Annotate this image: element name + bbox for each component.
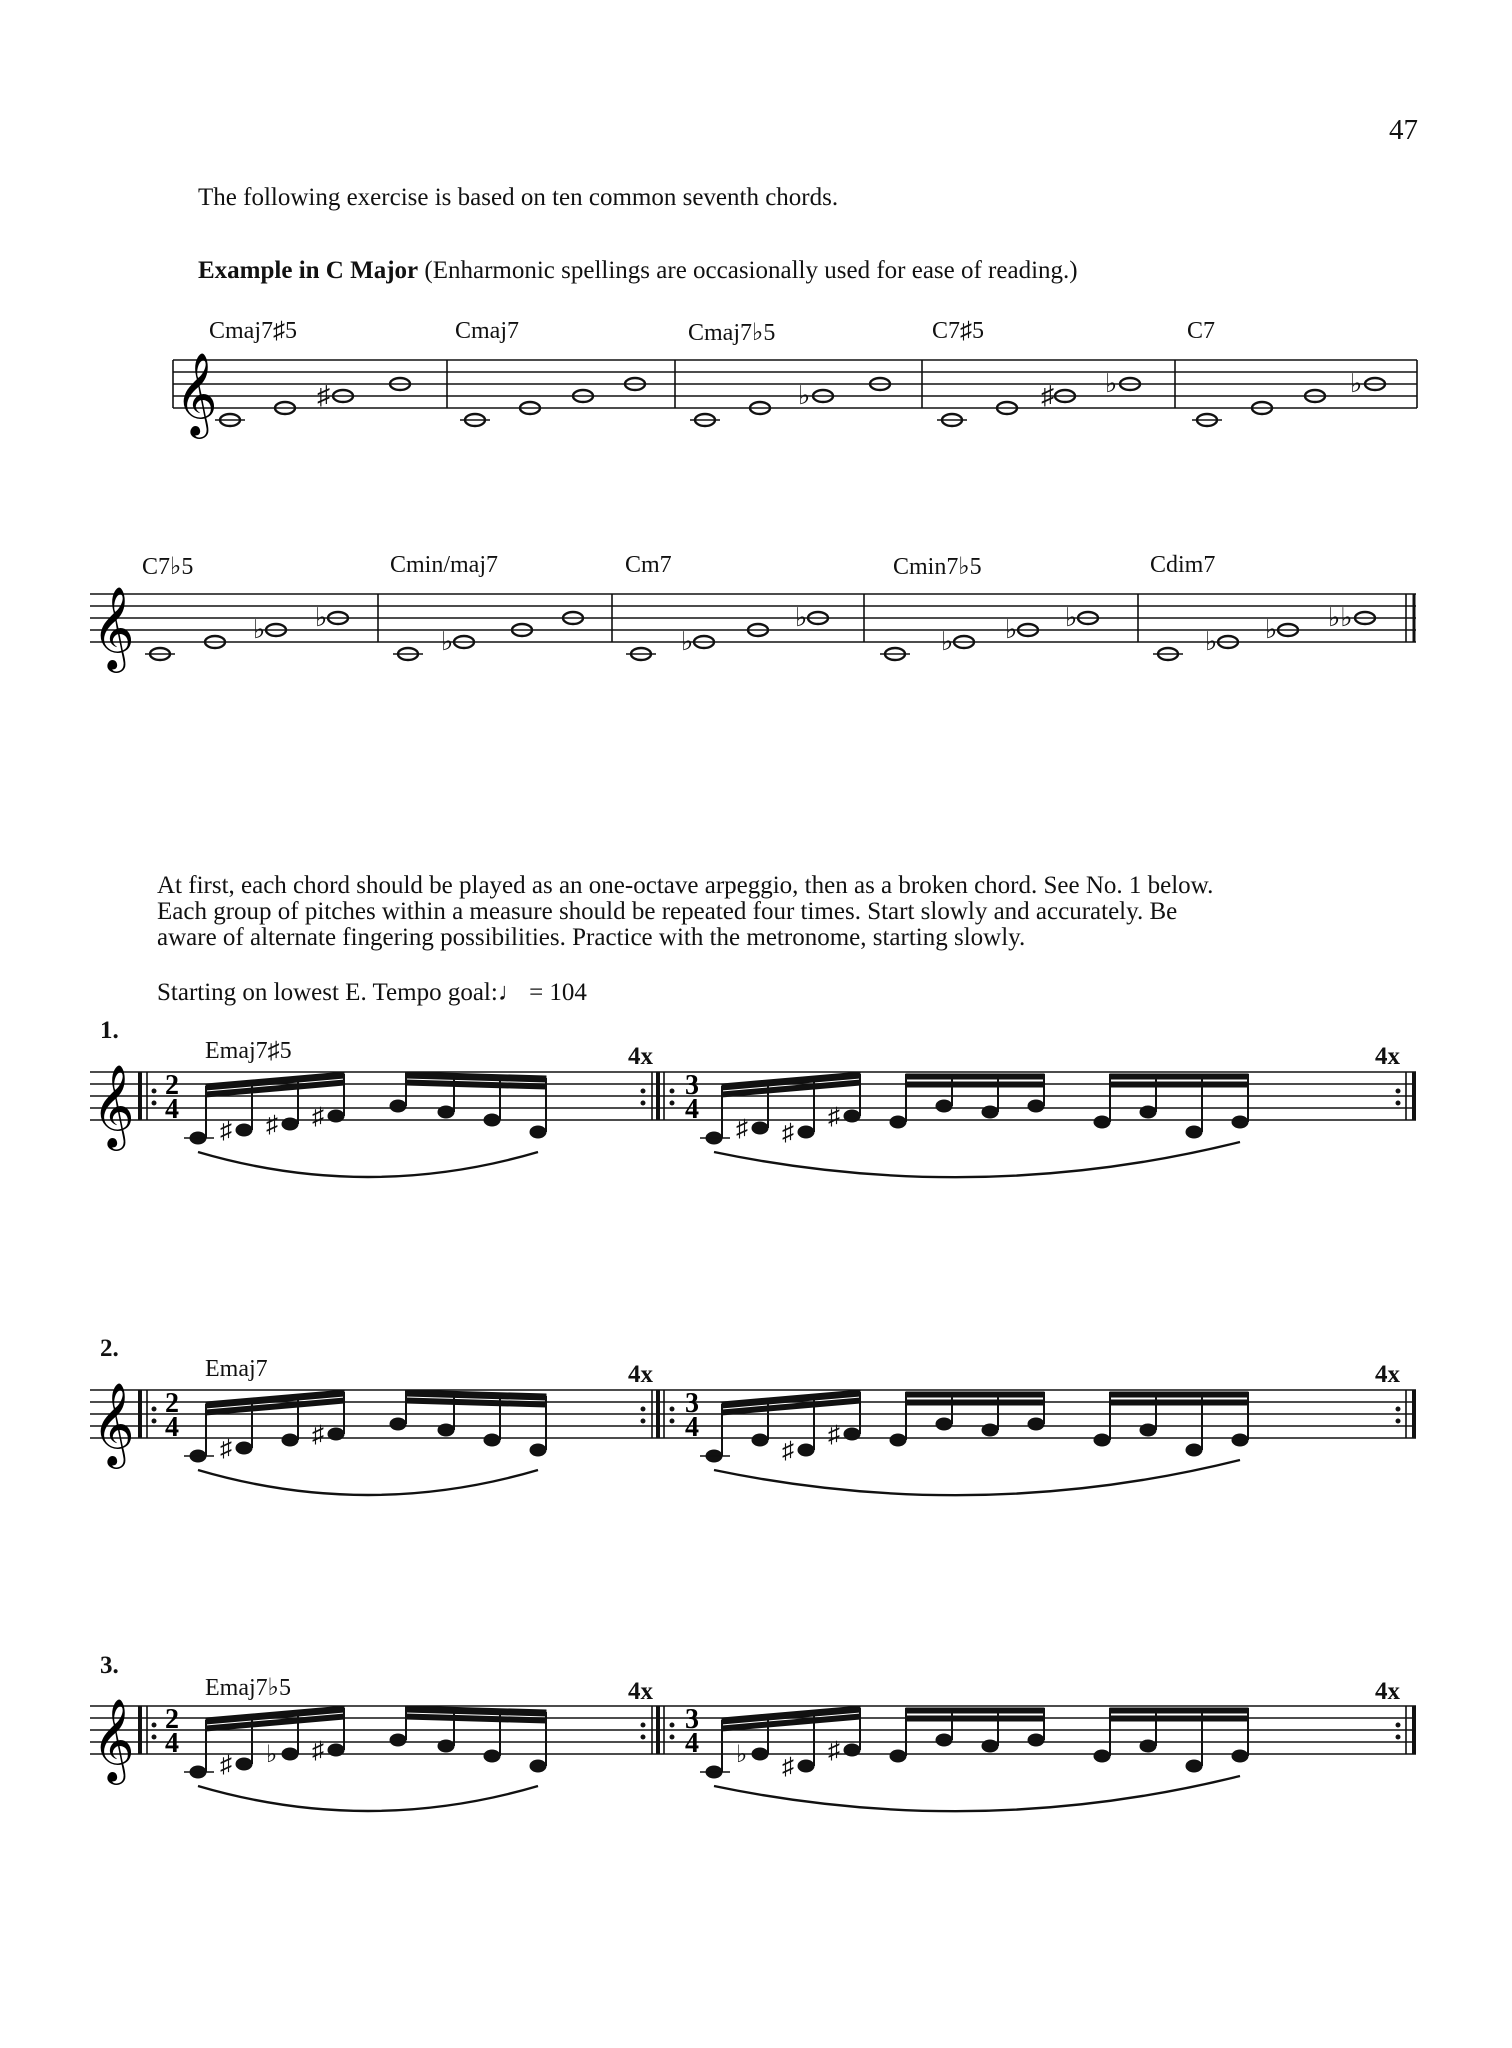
sharp-icon: ♯ [1041, 381, 1054, 410]
treble-clef-icon: 𝄞 [92, 1700, 135, 1780]
chord-name: Cmaj7♯5 [209, 318, 297, 344]
sharp-icon: ♯ [736, 1116, 748, 1142]
instruction-line: aware of alternate fingering possibilities. Practice with the metronome, starting slowly. [157, 924, 1026, 951]
sharp-icon: ♯ [782, 1120, 794, 1146]
sharp-icon: ♯ [782, 1754, 794, 1780]
flat-icon: ♭ [1105, 369, 1118, 398]
flat-icon: ♭ [266, 1742, 278, 1768]
slur [198, 1470, 538, 1495]
time-signature-top: 3 [685, 1704, 699, 1735]
sharp-icon: ♯ [220, 1118, 232, 1144]
repeat-count: 4x [628, 1678, 653, 1705]
instruction-line: At first, each chord should be played as an one-octave arpeggio, then as a broken chord. See No. 1 below. [157, 872, 1214, 899]
time-signature-bottom: 4 [165, 1094, 179, 1125]
sharp-icon: ♯ [317, 381, 330, 410]
slur [714, 1142, 1240, 1177]
sharp-icon: ♯ [312, 1422, 324, 1448]
flat-icon: ♭ [795, 603, 808, 632]
flat-icon: ♭ [941, 627, 954, 656]
chord-name: Cmaj7 [455, 318, 519, 344]
flat-icon: ♭ [253, 615, 266, 644]
quarter-note-icon: ♩ [497, 979, 523, 1006]
chord-name: C7 [1187, 318, 1216, 344]
treble-clef-icon: 𝄞 [175, 354, 218, 434]
chord-name: Cm7 [625, 552, 672, 578]
time-signature-top: 2 [165, 1070, 179, 1101]
sharp-icon: ♯ [220, 1752, 232, 1778]
time-signature-top: 3 [685, 1070, 699, 1101]
sharp-icon: ♯ [828, 1422, 840, 1448]
repeat-count: 4x [1375, 1678, 1400, 1705]
repeat-count: 4x [628, 1361, 653, 1388]
flat-icon: ♭ [315, 603, 328, 632]
sharp-icon: ♯ [312, 1104, 324, 1130]
example-heading-bold: Example in C Major [198, 257, 419, 284]
intro-text: The following exercise is based on ten common seventh chords. [198, 184, 839, 211]
flat-icon: ♭ [441, 627, 454, 656]
chord-name: C7♯5 [932, 318, 985, 344]
time-signature-top: 2 [165, 1704, 179, 1735]
slur [198, 1152, 538, 1177]
chord-staff-1 [155, 354, 1430, 450]
time-signature-top: 2 [165, 1388, 179, 1419]
treble-clef-icon: 𝄞 [92, 1384, 135, 1464]
slur [714, 1776, 1240, 1811]
exercise-staff-3 [88, 1700, 1428, 1836]
slur [198, 1786, 538, 1811]
repeat-count: 4x [1375, 1043, 1400, 1070]
chord-name: C7♭5 [142, 554, 194, 580]
page-number: 47 [1389, 114, 1418, 146]
repeat-count: 4x [628, 1043, 653, 1070]
chord-name: Cmin/maj7 [390, 552, 498, 578]
double-flat-icon: ♭♭ [1328, 603, 1353, 632]
exercise-number: 2. [100, 1335, 119, 1362]
chord-name: Cmaj7♭5 [688, 320, 776, 346]
flat-icon: ♭ [681, 627, 694, 656]
flat-icon: ♭ [1065, 603, 1078, 632]
chord-staff-2 [88, 588, 1428, 684]
time-signature-bottom: 4 [685, 1094, 699, 1125]
sharp-icon: ♯ [828, 1104, 840, 1130]
exercise-staff-1 [88, 1066, 1428, 1202]
sharp-icon: ♯ [782, 1438, 794, 1464]
slur [714, 1460, 1240, 1495]
exercise-number: 3. [100, 1652, 119, 1679]
repeat-count: 4x [1375, 1361, 1400, 1388]
exercise-chord: Emaj7♭5 [205, 1675, 291, 1701]
flat-icon: ♭ [1205, 627, 1218, 656]
chord-name: Cdim7 [1150, 552, 1216, 578]
tempo-line [157, 980, 587, 1005]
time-signature-bottom: 4 [685, 1728, 699, 1759]
flat-icon: ♭ [736, 1742, 748, 1768]
example-heading [198, 258, 1078, 283]
treble-clef-icon: 𝄞 [92, 1066, 135, 1146]
flat-icon: ♭ [1005, 615, 1018, 644]
time-signature-bottom: 4 [165, 1728, 179, 1759]
treble-clef-icon: 𝄞 [92, 588, 135, 668]
sharp-icon: ♯ [220, 1436, 232, 1462]
sharp-icon: ♯ [312, 1738, 324, 1764]
exercise-chord: Emaj7 [205, 1356, 268, 1382]
time-signature-top: 3 [685, 1388, 699, 1419]
instruction-line: Each group of pitches within a measure should be repeated four times. Start slowly and accurately. Be [157, 898, 1178, 925]
flat-icon: ♭ [1350, 369, 1363, 398]
chord-name: Cmin7♭5 [893, 554, 982, 580]
sharp-icon: ♯ [266, 1112, 278, 1138]
exercise-number: 1. [100, 1017, 119, 1044]
tempo-prefix: Starting on lowest E. Tempo goal: [157, 979, 498, 1006]
instructions-paragraph [157, 873, 1213, 951]
tempo-value: = 104 [522, 979, 587, 1006]
flat-icon: ♭ [1265, 615, 1278, 644]
exercise-chord: Emaj7♯5 [205, 1038, 292, 1064]
sharp-icon: ♯ [828, 1738, 840, 1764]
flat-icon: ♭ [798, 381, 811, 410]
time-signature-bottom: 4 [685, 1412, 699, 1443]
time-signature-bottom: 4 [165, 1412, 179, 1443]
exercise-staff-2 [88, 1384, 1428, 1520]
example-heading-rest: (Enharmonic spellings are occasionally used for ease of reading.) [418, 257, 1078, 284]
